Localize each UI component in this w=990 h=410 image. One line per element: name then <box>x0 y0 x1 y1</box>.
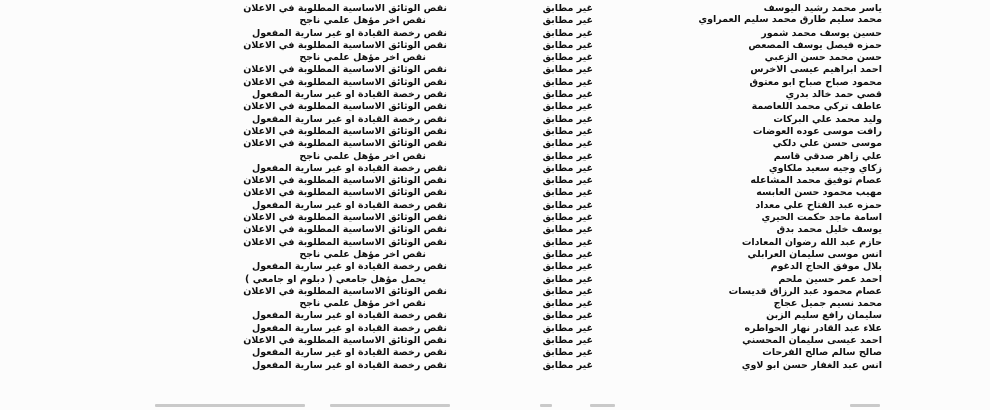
match-status: غير مطابق <box>542 359 593 371</box>
rejection-reason: نقص رخصة القيادة او غير سارية المفعول <box>252 89 447 101</box>
rejection-reason: نقص الوثائق الاساسية المطلوبة في الاعلان <box>243 236 447 248</box>
match-status: غير مطابق <box>542 310 593 322</box>
applicant-name: عصام محمود عبد الرزاق قديسات <box>728 285 882 297</box>
rejection-reason: نقص اخر مؤهل علمي ناجح <box>299 150 426 162</box>
rejection-reason: نقص رخصة القيادة او غير سارية المفعول <box>252 359 447 371</box>
rejection-reason: نقص الوثائق الاساسية المطلوبة في الاعلان <box>243 212 447 224</box>
rejection-reason: نقص رخصة القيادة او غير سارية المفعول <box>252 113 447 125</box>
table-row <box>0 286 990 298</box>
rejection-reason: نقص الوثائق الاساسية المطلوبة في الاعلان <box>243 125 447 137</box>
match-status: غير مطابق <box>542 101 593 113</box>
table-row <box>0 187 990 199</box>
rejection-reason: نقص رخصة القيادة او غير سارية المفعول <box>252 322 447 334</box>
match-status: غير مطابق <box>542 236 593 248</box>
rejection-reason: نقص اخر مؤهل علمي ناجح <box>299 298 426 310</box>
table-row <box>0 126 990 138</box>
table-row <box>0 114 990 126</box>
table-row <box>0 101 990 113</box>
applicant-name: بلال موفق الحاج الدغوم <box>770 261 882 273</box>
rejection-reason: نقص اخر مؤهل علمي ناجح <box>299 52 426 64</box>
applicant-name: انس موسى سليمان العرابلي <box>747 248 882 260</box>
table-row <box>0 151 990 163</box>
applicant-name: عاطف تركي محمد اللعاصمة <box>751 101 882 113</box>
table-row <box>0 28 990 40</box>
applicant-name: حمزه فيصل يوسف المصعص <box>748 39 882 51</box>
table-row <box>0 310 990 322</box>
applicant-name: ياسر محمد رشيد اليوسف <box>763 3 882 14</box>
table-row <box>0 40 990 52</box>
table-row <box>0 335 990 347</box>
applicant-name: محمود صباح صباح ابو معتوق <box>749 76 882 88</box>
table-row <box>0 89 990 101</box>
applicant-name: محمد نسيم جميل عجاج <box>773 298 882 310</box>
match-status: غير مطابق <box>542 125 593 137</box>
applicant-name: مهيب محمود حسن العابسه <box>756 187 882 199</box>
applicant-name: صالح سالم صالح الفرحات <box>762 347 882 359</box>
applicant-name: قصي حمد خالد بدري <box>785 89 882 101</box>
table-row <box>0 64 990 76</box>
rejection-reason: نقص الوثائق الاساسية المطلوبة في الاعلان <box>243 187 447 199</box>
rejection-reason: نقص رخصة القيادة او غير سارية المفعول <box>252 347 447 359</box>
match-status: غير مطابق <box>542 187 593 199</box>
rejection-reason: نقص الوثائق الاساسية المطلوبة في الاعلان <box>243 224 447 236</box>
rejection-reason: نقص الوثائق الاساسية المطلوبة في الاعلان <box>243 335 447 347</box>
rejection-reason: نقص رخصة القيادة او غير سارية المفعول <box>252 162 447 174</box>
applicant-name: علاء عبد القادر نهار الحواطره <box>744 322 882 334</box>
table-row <box>0 15 990 27</box>
applicant-name: يوسف خليل محمد بدق <box>776 224 882 236</box>
table-row <box>0 138 990 150</box>
rejection-reason: نقص رخصة القيادة او غير سارية المفعول <box>252 261 447 273</box>
rejection-reason: نقص الوثائق الاساسية المطلوبة في الاعلان <box>243 76 447 88</box>
applicant-name: حسن محمد حسن الزعبي <box>764 52 882 64</box>
match-status: غير مطابق <box>542 64 593 76</box>
rejection-reason: نقص اخر مؤهل علمي ناجح <box>299 15 426 27</box>
match-status: غير مطابق <box>542 89 593 101</box>
applicant-name: موسى حسن علي دلكي <box>772 138 882 150</box>
match-status: غير مطابق <box>542 113 593 125</box>
rejection-reason: يحمل مؤهل جامعي ( دبلوم او جامعي ) <box>245 273 426 285</box>
match-status: غير مطابق <box>542 224 593 236</box>
rejection-reason: نقص الوثائق الاساسية المطلوبة في الاعلان <box>243 285 447 297</box>
applicant-name: انس عبد الغفار حسن ابو لاوي <box>741 359 882 371</box>
table-row <box>0 200 990 212</box>
applicant-name: علي زاهر صدقي قاسم <box>773 150 882 162</box>
match-status: غير مطابق <box>542 76 593 88</box>
applicant-name: احمد عمر حسين ملحم <box>778 273 882 285</box>
table-row <box>0 261 990 273</box>
match-status: غير مطابق <box>542 162 593 174</box>
table-row <box>0 249 990 261</box>
match-status: غير مطابق <box>542 175 593 187</box>
applicant-name: احمد عيسى سليمان المحسني <box>742 335 882 347</box>
rejection-reason: نقص الوثائق الاساسية المطلوبة في الاعلان <box>243 101 447 113</box>
applicant-name: حازم عبد الله رضوان المعادات <box>741 236 882 248</box>
rejection-reason: نقص رخصة القيادة او غير سارية المفعول <box>252 199 447 211</box>
rejection-reason: نقص الوثائق الاساسية المطلوبة في الاعلان <box>243 64 447 76</box>
table-row <box>0 52 990 64</box>
table-row <box>0 212 990 224</box>
match-status: غير مطابق <box>542 273 593 285</box>
match-status: غير مطابق <box>542 199 593 211</box>
table-row <box>0 347 990 359</box>
table-row <box>0 175 990 187</box>
match-status: غير مطابق <box>542 138 593 150</box>
cut-off-footer-line <box>0 401 990 410</box>
applicant-name: عصام توفيق محمد المشاعله <box>750 175 882 187</box>
match-status: غير مطابق <box>542 15 593 27</box>
match-status: غير مطابق <box>542 298 593 310</box>
table-row <box>0 224 990 236</box>
match-status: غير مطابق <box>542 347 593 359</box>
match-status: غير مطابق <box>542 335 593 347</box>
rejection-reason: نقص رخصة القيادة او غير سارية المفعول <box>252 27 447 39</box>
applicant-list <box>0 3 990 372</box>
applicant-name: زكاي وجيه سعيد ملكاوي <box>768 162 882 174</box>
table-row <box>0 77 990 89</box>
table-row <box>0 298 990 310</box>
rejection-reason: نقص رخصة القيادة او غير سارية المفعول <box>252 310 447 322</box>
match-status: غير مطابق <box>542 248 593 260</box>
match-status: غير مطابق <box>542 150 593 162</box>
match-status: غير مطابق <box>542 322 593 334</box>
applicant-name: محمد سليم طارق محمد سليم العمراوي <box>698 14 882 26</box>
applicant-name: حمزه عبد الفتاح علي معداد <box>755 199 882 211</box>
rejection-reason: نقص اخر مؤهل علمي ناجح <box>299 248 426 260</box>
match-status: غير مطابق <box>542 212 593 224</box>
rejection-reason: نقص الوثائق الاساسية المطلوبة في الاعلان <box>243 3 447 14</box>
applicant-name: سليمان رافع سليم الزبن <box>766 310 882 322</box>
table-row <box>0 163 990 175</box>
applicant-name: رافت موسى عوده العوضات <box>752 125 882 137</box>
rejection-reason: نقص الوثائق الاساسية المطلوبة في الاعلان <box>243 138 447 150</box>
rejection-reason: نقص الوثائق الاساسية المطلوبة في الاعلان <box>243 39 447 51</box>
table-row <box>0 360 990 372</box>
table-row <box>0 323 990 335</box>
match-status: غير مطابق <box>542 3 593 14</box>
match-status: غير مطابق <box>542 52 593 64</box>
applicant-name: احمد ابراهيم عيسى الاخرس <box>750 64 882 76</box>
match-status: غير مطابق <box>542 285 593 297</box>
table-row <box>0 237 990 249</box>
applicant-name: اسامة ماجد حكمت الحيري <box>761 212 882 224</box>
table-row <box>0 274 990 286</box>
applicant-name: وليد محمد علي البركات <box>773 113 882 125</box>
match-status: غير مطابق <box>542 261 593 273</box>
match-status: غير مطابق <box>542 39 593 51</box>
applicant-name: حسين يوسف محمد شمور <box>761 27 882 39</box>
match-status: غير مطابق <box>542 27 593 39</box>
rejection-reason: نقص الوثائق الاساسية المطلوبة في الاعلان <box>243 175 447 187</box>
